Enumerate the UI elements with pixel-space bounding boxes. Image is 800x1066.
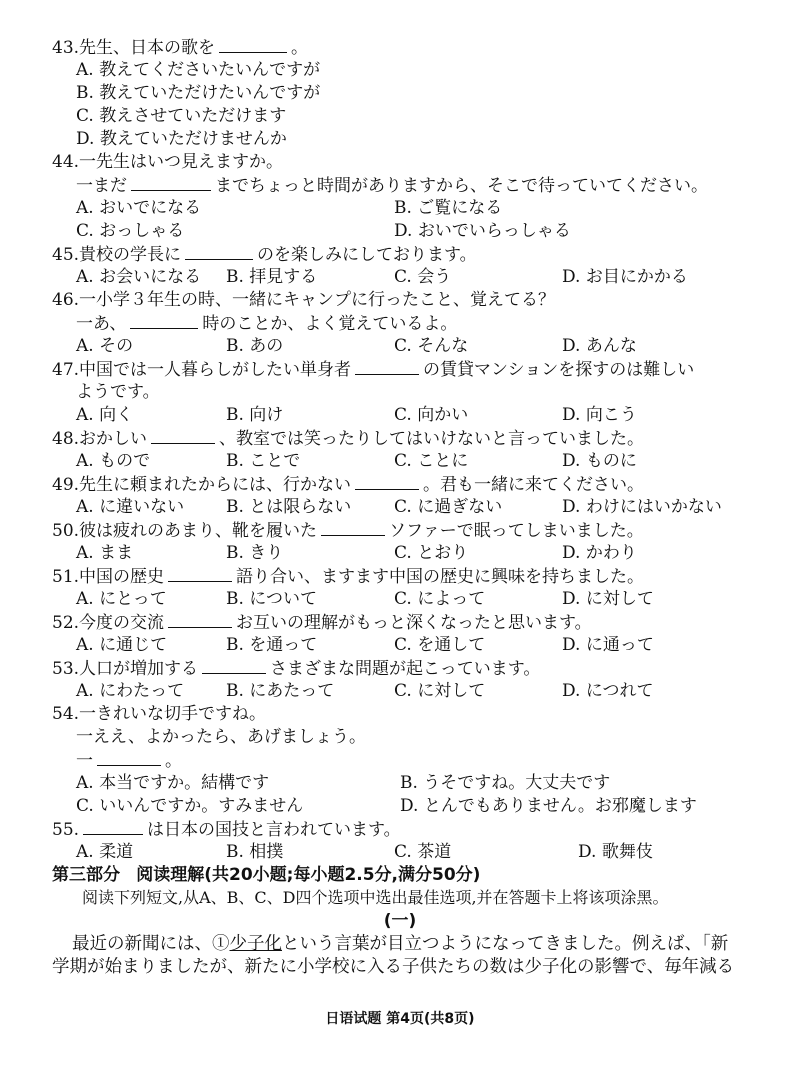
question-43-stem xyxy=(52,36,308,59)
answer-blank xyxy=(321,519,385,536)
option-a: A. まま xyxy=(76,543,134,563)
question-number: 52. xyxy=(52,613,80,633)
question-47-stem-line2 xyxy=(76,381,160,403)
question-50-stem xyxy=(52,519,644,542)
question-number: 50. xyxy=(52,521,80,541)
answer-blank xyxy=(202,657,266,674)
option-b: B. 教えていただけたいんですが xyxy=(76,83,321,103)
stem-text: は日本の国技と言われています。 xyxy=(147,820,401,840)
option-b: B. 向け xyxy=(226,405,284,425)
stem-text: 一あ、 xyxy=(76,314,127,334)
answer-blank xyxy=(151,427,215,444)
underlined-term: 少子化 xyxy=(229,934,282,954)
answer-blank xyxy=(219,36,287,53)
stem-text: 今度の交流 xyxy=(79,613,165,633)
question-number: 53. xyxy=(52,659,80,679)
option-d: D. おいでいらっしゃる xyxy=(394,221,571,241)
stem-text: の賃貸マンションを探すのは難しい xyxy=(423,360,695,380)
option-a: A. にわたって xyxy=(76,681,185,701)
question-48-stem xyxy=(52,427,644,450)
option-b: B. うそですね。大丈夫です xyxy=(400,773,611,793)
option-b: B. きり xyxy=(226,543,284,563)
section-title: 第三部分 xyxy=(52,865,120,885)
section-header xyxy=(52,864,480,886)
stem-text: 時のことか、よく覚えているよ。 xyxy=(202,314,458,334)
option-a: A. おいでになる xyxy=(76,198,202,218)
question-46-stem-line2 xyxy=(76,312,457,335)
answer-blank xyxy=(131,174,211,191)
passage-number-text: (一) xyxy=(383,911,417,931)
question-number: 51. xyxy=(52,567,80,587)
question-45-stem xyxy=(52,243,477,266)
option-a: A. もので xyxy=(76,451,151,471)
question-number: 54. xyxy=(52,704,80,724)
option-d: D. あんな xyxy=(562,336,637,356)
option-b: B. あの xyxy=(226,336,284,356)
option-d: D. に通って xyxy=(562,635,654,655)
question-54-stem xyxy=(52,703,266,725)
option-c: C. とおり xyxy=(394,543,469,563)
option-c: C. を通して xyxy=(394,635,486,655)
option-d: D. 向こう xyxy=(562,405,637,425)
question-number: 47. xyxy=(52,360,80,380)
passage-number xyxy=(0,910,800,932)
option-d: D. わけにはいかない xyxy=(562,497,722,517)
question-number: 44. xyxy=(52,152,80,172)
stem-text: 中国では一人暮らしがしたい単身者 xyxy=(79,360,352,380)
passage-line-1 xyxy=(72,933,728,955)
option-d: D. に対して xyxy=(562,589,654,609)
option-d: D. とんでもありません。お邪魔します xyxy=(400,796,697,816)
option-b: B. にあたって xyxy=(226,681,335,701)
option-b: B. とは限らない xyxy=(226,497,352,517)
stem-text: 人口が増加する xyxy=(79,659,199,679)
option-c: C. に過ぎない xyxy=(394,497,503,517)
option-d: D. につれて xyxy=(562,681,654,701)
question-44-stem-line2 xyxy=(76,174,708,197)
option-d: D. お目にかかる xyxy=(562,267,688,287)
option-b: B. 相撲 xyxy=(226,842,284,862)
option-b: B. ことで xyxy=(226,451,301,471)
question-44-stem xyxy=(52,151,283,173)
answer-blank xyxy=(185,243,253,260)
stem-text: 一ええ、よかったら、あげましょう。 xyxy=(76,727,367,747)
question-55-stem xyxy=(52,818,401,841)
option-c: C. 茶道 xyxy=(394,842,452,862)
option-a: A. 向く xyxy=(76,405,134,425)
stem-text: 一 xyxy=(76,751,93,771)
option-a: A. に通じて xyxy=(76,635,168,655)
question-number: 46. xyxy=(52,290,80,310)
question-52-stem xyxy=(52,611,592,634)
answer-blank xyxy=(97,749,161,766)
stem-text: 先生に頼まれたからには、行かない xyxy=(79,475,352,495)
stem-text: 一まだ xyxy=(76,176,127,196)
option-a: A. お会いになる xyxy=(76,267,202,287)
option-d: D. 歌舞伎 xyxy=(578,842,653,862)
stem-text: のを楽しみにしております。 xyxy=(257,245,477,265)
answer-blank xyxy=(168,565,232,582)
question-number: 43. xyxy=(52,38,80,58)
question-54-stem-line3 xyxy=(76,749,182,772)
question-51-stem xyxy=(52,565,644,588)
question-number: 49. xyxy=(52,475,80,495)
stem-text: 一小学３年生の時、一緒にキャンプに行ったこと、覚えてる？ xyxy=(79,290,556,310)
stem-text: 一先生はいつ見えますか。 xyxy=(79,152,284,172)
option-c: C. 教えさせていただけます xyxy=(76,106,287,126)
section-subtitle: 阅读理解(共20小题;每小题2.5分,满分50分) xyxy=(136,865,481,885)
option-a: A. その xyxy=(76,336,134,356)
answer-blank xyxy=(83,818,143,835)
answer-blank xyxy=(130,312,198,329)
option-b: B. について xyxy=(226,589,317,609)
option-b: B. ご覧になる xyxy=(394,198,503,218)
stem-text: 先生、日本の歌を xyxy=(79,38,216,58)
section-instruction: 阅读下列短文,从A、B、C、D四个选项中选出最佳选项,并在答题卡上将该项涂黑。 xyxy=(82,888,669,907)
stem-text: 。 xyxy=(165,751,182,771)
stem-text: 。 xyxy=(291,38,309,58)
answer-blank xyxy=(355,358,419,375)
option-a: A. に違いない xyxy=(76,497,185,517)
stem-text: おかしい xyxy=(79,429,148,449)
option-c: C. 向かい xyxy=(394,405,469,425)
question-49-stem xyxy=(52,473,644,496)
option-c: C. によって xyxy=(394,589,486,609)
stem-text: さまざまな問題が起こっています。 xyxy=(270,659,541,679)
stem-text: までちょっと時間がありますから、そこで待っていてください。 xyxy=(215,176,708,196)
stem-text: ようです。 xyxy=(76,382,160,402)
stem-text: お互いの理解がもっと深くなったと思います。 xyxy=(236,613,592,633)
option-d: D. 教えていただけませんか xyxy=(76,129,287,149)
page-footer: 日语试题 第4页(共8页) xyxy=(325,1011,475,1027)
question-47-stem xyxy=(52,358,694,381)
stem-text: 貴校の学長に xyxy=(79,245,182,265)
stem-text: 一きれいな切手ですね。 xyxy=(79,704,267,724)
passage-text: という言葉が目立つようになってきました。例えば、「新 xyxy=(282,934,729,954)
answer-blank xyxy=(355,473,419,490)
passage-text: 最近の新聞には、① xyxy=(72,934,230,954)
question-46-stem xyxy=(52,289,555,311)
question-53-stem xyxy=(52,657,540,680)
option-c: C. 会う xyxy=(394,267,452,287)
stem-text: 中国の歴史 xyxy=(79,567,165,587)
stem-text: 彼は疲れのあまり、靴を履いた xyxy=(79,521,318,541)
option-c: C. そんな xyxy=(394,336,469,356)
question-number: 45. xyxy=(52,245,80,265)
stem-text: 語り合い、ますます中国の歴史に興味を持ちました。 xyxy=(236,567,645,587)
question-number: 48. xyxy=(52,429,80,449)
stem-text: 、教室では笑ったりしてはいけないと言っていました。 xyxy=(219,429,645,449)
option-d: D. ものに xyxy=(562,451,637,471)
stem-text: 。君も一緒に来てください。 xyxy=(423,475,645,495)
option-c: C. に対して xyxy=(394,681,486,701)
question-number: 55. xyxy=(52,820,80,840)
option-d: D. かわり xyxy=(562,543,637,563)
option-c: C. いいんですか。すみません xyxy=(76,796,304,816)
option-a: A. にとって xyxy=(76,589,167,609)
passage-line-2: 学期が始まりましたが、新たに小学校に入る子供たちの数は少子化の影響で、毎年減る xyxy=(52,957,735,977)
question-54-stem-line2 xyxy=(76,726,366,748)
option-a: A. 本当ですか。結構です xyxy=(76,773,270,793)
option-c: C. おっしゃる xyxy=(76,221,185,241)
answer-blank xyxy=(168,611,232,628)
option-a: A. 柔道 xyxy=(76,842,134,862)
option-b: B. 拝見する xyxy=(226,267,318,287)
option-c: C. ことに xyxy=(394,451,469,471)
option-b: B. を通って xyxy=(226,635,318,655)
stem-text: ソファーで眠ってしまいました。 xyxy=(389,521,644,541)
option-a: A. 教えてくださいたいんですが xyxy=(76,60,321,80)
